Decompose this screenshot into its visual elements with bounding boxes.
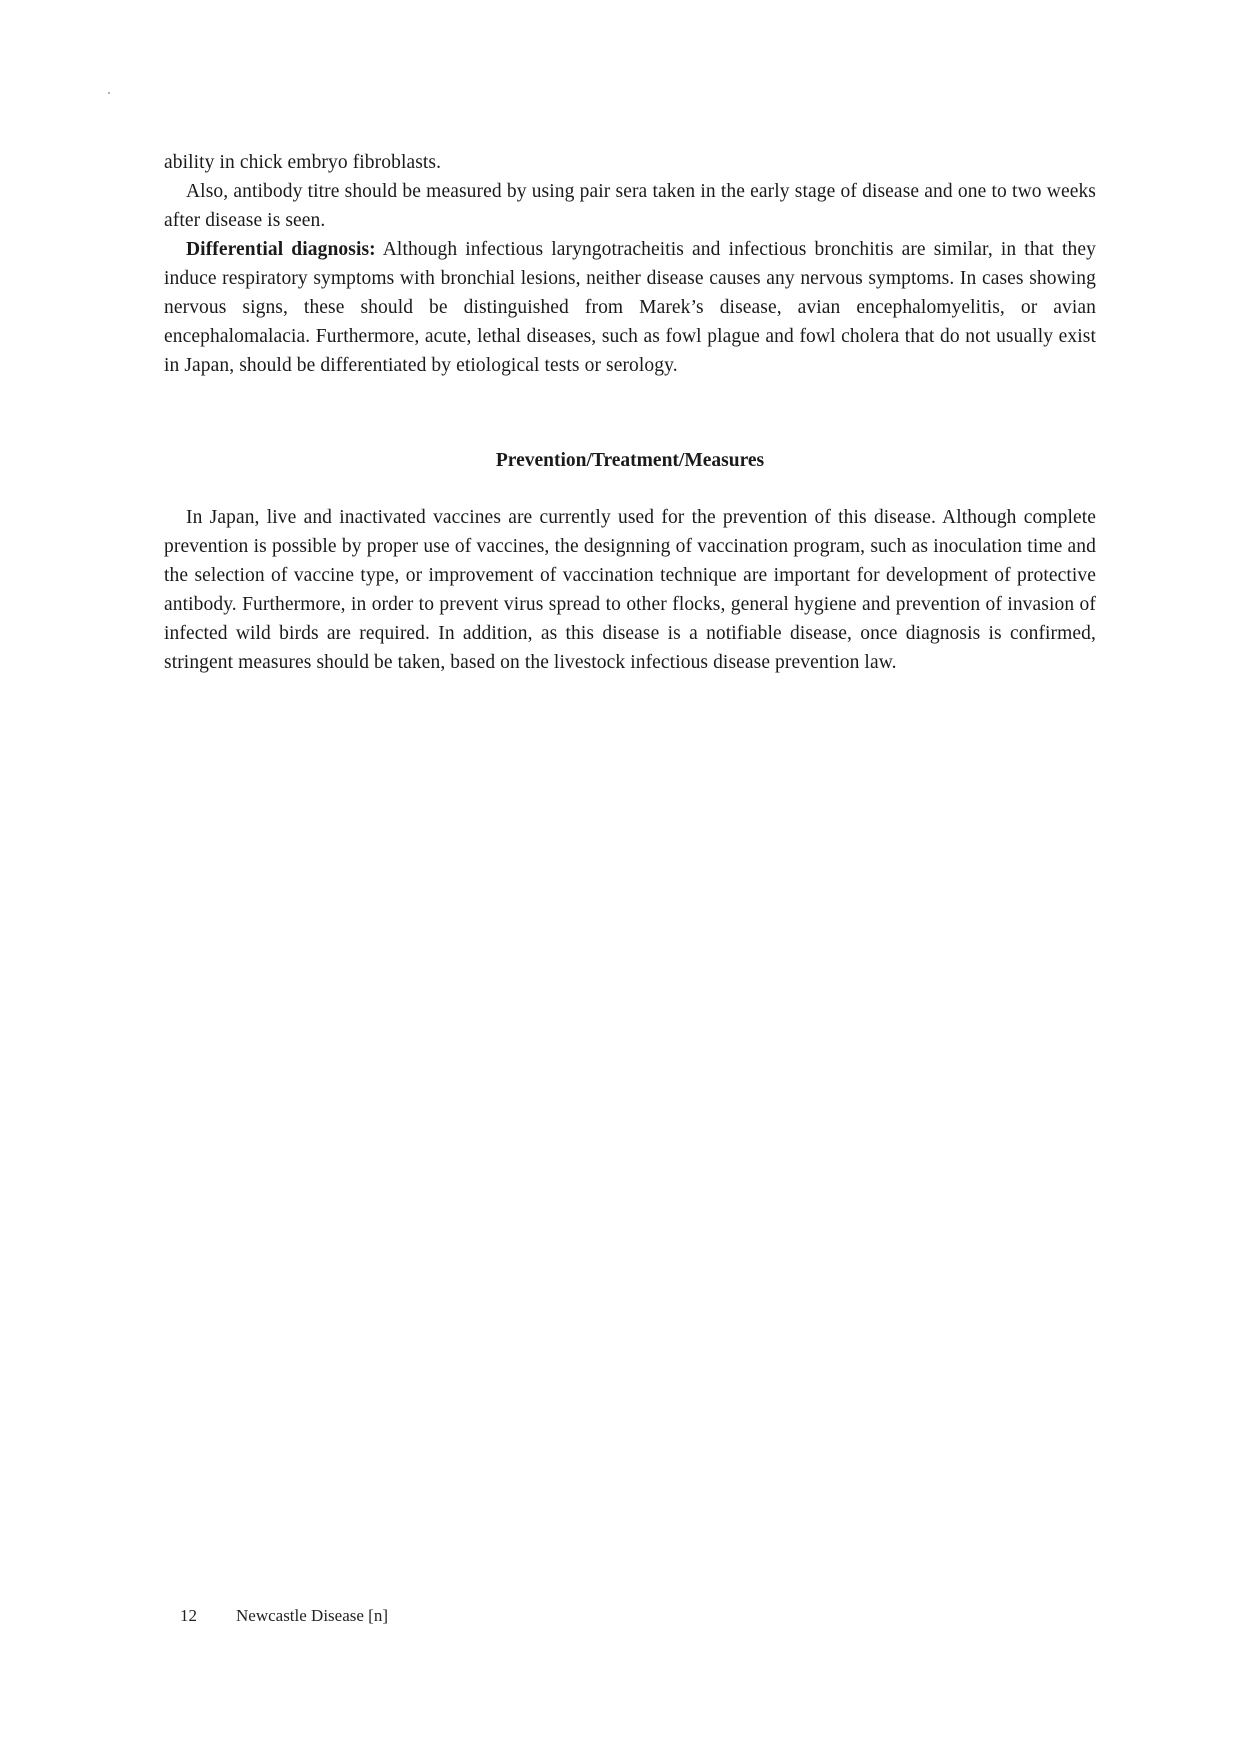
- prevention-section: [164, 503, 1096, 677]
- differential-diagnosis-label: Differential diagnosis:: [186, 239, 376, 260]
- page-footer: [180, 1605, 388, 1627]
- running-title: Newcastle Disease [n]: [236, 1606, 388, 1625]
- scan-speck: [108, 92, 110, 94]
- differential-diagnosis-paragraph: [164, 235, 1096, 380]
- differential-diagnosis-text: Although infectious laryngotracheitis and infectious bronchitis are similar, in that they induce respiratory symptoms with bronchial lesions, neither disease causes any nervous symptoms. In cases showing nervous signs, these should be distinguished from Marek’s disease, avian encephalomyelitis, or avian encephalomalacia. Furthermore, acute, lethal diseases, such as fowl plague and fowl cholera that do not usually exist in Japan, should be differentiated by etiological tests or serology.: [164, 239, 1096, 376]
- antibody-paragraph: Also, antibody titre should be measured by using pair sera taken in the early stage of disease and one to two weeks after disease is seen.: [164, 181, 1096, 231]
- prevention-paragraph: In Japan, live and inactivated vaccines are currently used for the prevention of this disease. Although complete prevention is possible by proper use of vaccines, the designning of vaccination program, such as inoculation time and the selection of vaccine type, or improvement of vaccination technique are important for development of protective antibody. Furthermore, in order to prevent virus spread to other flocks, general hygiene and prevention of invasion of infected wild birds are required. In addition, as this disease is a notifiable disease, once diagnosis is confirmed, stringent measures should be taken, based on the livestock infectious disease prevention law.: [164, 507, 1096, 673]
- continued-line: ability in chick embryo fibroblasts.: [164, 152, 442, 173]
- diagnosis-section-continuation: [164, 148, 1096, 380]
- page-number: 12: [180, 1606, 197, 1625]
- prevention-heading: Prevention/Treatment/Measures: [495, 450, 765, 471]
